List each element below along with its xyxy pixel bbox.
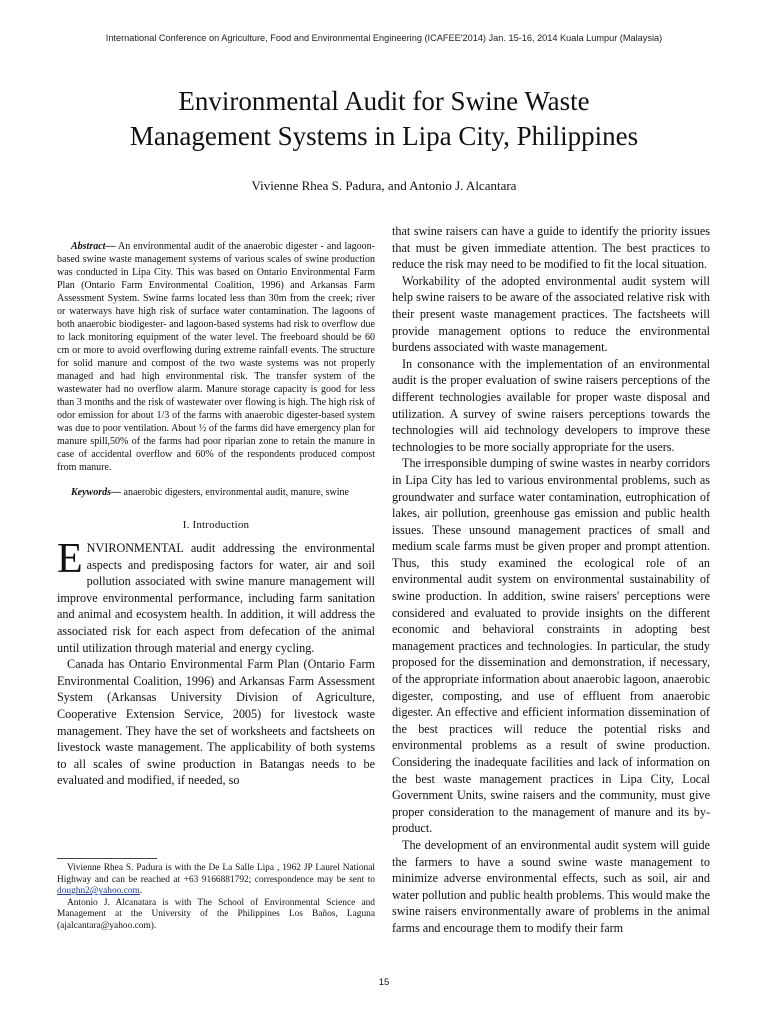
page-number: 15 [378, 977, 390, 988]
title-line-1: Environmental Audit for Swine Waste [178, 86, 590, 116]
keywords-label: Keywords— [71, 487, 121, 498]
abstract-label: Abstract— [71, 241, 116, 252]
keywords [57, 486, 375, 499]
keywords-text: anaerobic digesters, environmental audit, manure, swine [121, 487, 349, 498]
intro-paragraph-1-text: NVIRONMENTAL audit addressing the environmental aspects and predisposing factors for water, air and soil pollution associated with swine manure management will improve environmental performance, including farm sanitation and animal and ecosystem health. In addition, it will address the associated risk for each aspect from defecation of the animal until utilization through material and energy cycling. [57, 541, 375, 655]
left-column [57, 240, 375, 789]
right-column [392, 223, 710, 937]
right-paragraph-1: that swine raisers can have a guide to identify the priority issues that must be given immediate attention. The best practices to reduce the risk may need to be modified to fit the local situation. [392, 224, 710, 272]
paper-title [60, 84, 708, 154]
footnote-author-1 [57, 863, 375, 898]
footnote-divider [57, 858, 157, 859]
footnote-1-end: . [139, 886, 143, 897]
footnote-author-2: Antonio J. Alcanatara is with The School of Environmental Science and Management at the University of the Philippines Los Baños, Laguna (ajalcantara@yahoo.com). [57, 897, 375, 931]
right-paragraph-5: The development of an environmental audit system will guide the farmers to have a sound swine waste management to minimize adverse environmental effects, such as soil, air and water pollution and public health problems. This would make the swine raisers environmentally aware of problems in the animal farms and encourage them to modify their farm [392, 837, 710, 935]
right-paragraph-2: Workability of the adopted environmental audit system will help swine raisers to be aware of the associated relative risk with their present waste management practices. The factsheets will provide management options to reduce the environmental burdens associated with waste management. [392, 273, 710, 355]
abstract-text: An environmental audit of the anaerobic digester - and lagoon-based swine waste management systems of various scales of swine production was conducted in Lipa City. This was based on Ontario Environmental Farm Plan (Ontario Farm Environmental Coalition, 1996) and Arkansas Farm Assessment System. Swine farms located less than 30m from the creek; river or waterways have high risk of surface water contamination. The lagoons of both anaerobic biodigester- and lagoon-based systems had risk to overflow due to lack monitoring equipment of the water level. The freeboard should be 60 cm or more to avoid overflowing during extreme rainfall events. The structure for solid manure and compost of the two waste systems was not properly managed and had high environmental risk. The transfer system of the wastewater had no overflow alarm. Manure storage capacity is good for less than 3 months and the risk of wastewater over flowing is high. The high risk of odor emission for about 1/3 of the farms with anaerobic digester-based system was due to poor ventilation. About ½ of the farms did have emergency plan for manure spill,50% of the farms had poor riparian zone to retain the manure in case of accidental overflow and 60% of the respondents produced compost from manure. [57, 241, 375, 473]
footnote-1-text: Vivienne Rhea S. Padura is with the De La Salle Lipa , 1962 JP Laurel National Highway and can be reached at +63 9166881792; correspondence may be sent to [57, 863, 375, 885]
right-paragraph-4: The irresponsible dumping of swine wastes in nearby corridors in Lipa City has led to various environmental problems, such as groundwater and surface water contamination, eutrophication of lakes, air pollution, greenhouse gas emission and public health issues. These unsound management practices of small and medium scale farms must be given proper and prompt attention. Thus, this study examined the ecological role of an environmental audit system on environmental sustainability of swine production. In addition, swine raisers' perceptions were considered and evaluated to provide insights on the different economic and behavioral constraints in adopting best management practices and technologies. In particular, the study proposed for the dissemination and demonstration, if necessary, of the appropriate information about anaerobic lagoon, anaerobic digester, composting, and use of effluent from anaerobic digester. An effective and efficient information dissemination of the best practices will reduce the potential risks and environmental problems as a result of swine production. Considering the inadequate facilities and lack of information on the best waste management practices in Lipa City, Local Government Units, swine raisers and the community, must give proper consideration to the management of manure and its by-product. [392, 456, 710, 836]
right-paragraph-3: In consonance with the implementation of an environmental audit is the proper evaluation of swine raisers perceptions of the different technologies available for proper waste disposal and utilization. A survey of swine raisers perceptions towards the technologies will aid technology developers to improve these technologies to be more socially appropriate for the users. [392, 356, 710, 454]
section-heading-introduction: I. Introduction [182, 519, 250, 531]
title-line-2: Management Systems in Lipa City, Philippines [129, 121, 639, 151]
drop-cap: E [57, 536, 83, 582]
intro-paragraph-1 [57, 536, 375, 656]
abstract [57, 240, 375, 474]
running-head: International Conference on Agriculture, Food and Environmental Engineering (ICAFEE'2014) Jan. 15-16, 2014 Kuala Lumpur (Malaysia) [105, 33, 663, 43]
intro-paragraph-2: Canada has Ontario Environmental Farm Plan (Ontario Farm Environmental Coalition, 1996) and Arkansas Farm Assessment System (Arkansas University Division of Agriculture, Cooperative Extension Service, 2005) for livestock waste management. They have the set of worksheets and factsheets on livestock waste management. The applicability of both systems to all scales of swine production in Batangas needs to be evaluated and modified, if needed, so [57, 657, 375, 788]
footnotes [57, 863, 375, 933]
authors: Vivienne Rhea S. Padura, and Antonio J. Alcantara [251, 178, 517, 193]
author-email-link[interactable]: doughn2@yahoo.com [57, 886, 140, 897]
